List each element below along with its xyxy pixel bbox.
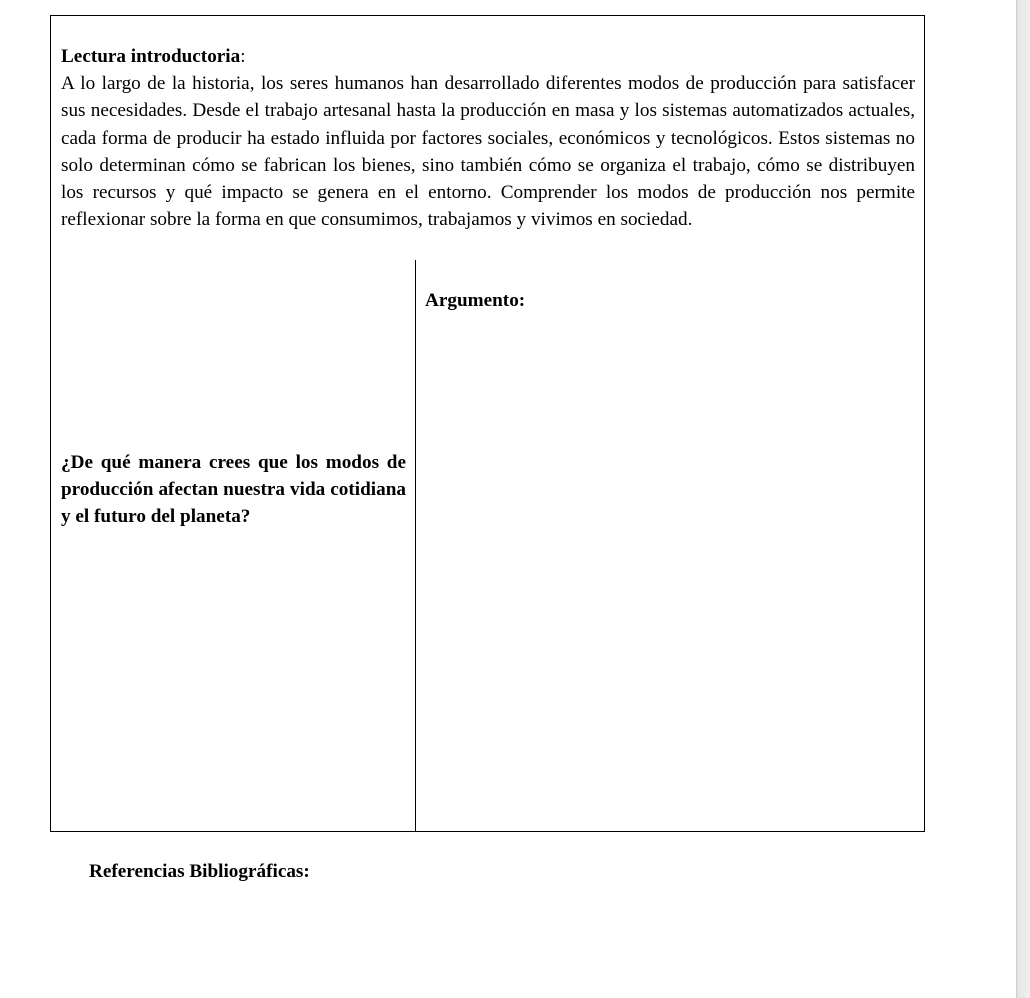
references-heading: Referencias Bibliográficas: — [89, 861, 310, 882]
intro-reading-box — [50, 15, 925, 261]
question-cell: ¿De qué manera crees que los modos de producción afectan nuestra vida cotidiana y el futuro del planeta? — [61, 452, 406, 528]
argument-label: Argumento: — [425, 290, 526, 311]
intro-body-text[interactable]: A lo largo de la historia, los seres humanos han desarrollado diferentes modos de producción para satisfacer sus necesidades. Desde el trabajo artesanal hasta la producción en masa y los sistemas automatizados actuales, cada forma de producir ha estado influida por factores sociales, económicos y tecnológicos. Estos sistemas no solo determinan cómo se fabrican los bienes, sino también cómo se organiza el trabajo, cómo se distribuyen los recursos y qué impacto se genera en el entorno. Comprender los modos de producción nos permite reflexionar sobre la forma en que consumimos, trabajamos y vivimos en sociedad. — [61, 73, 915, 231]
intro-heading-line — [61, 43, 915, 70]
intro-heading-colon: : — [240, 46, 246, 67]
intro-heading: Lectura introductoria — [61, 46, 241, 67]
table-column-divider — [415, 260, 416, 831]
question-argument-table — [50, 260, 925, 832]
scrollbar-edge[interactable] — [1016, 0, 1030, 998]
intro-reading-content — [61, 43, 915, 233]
